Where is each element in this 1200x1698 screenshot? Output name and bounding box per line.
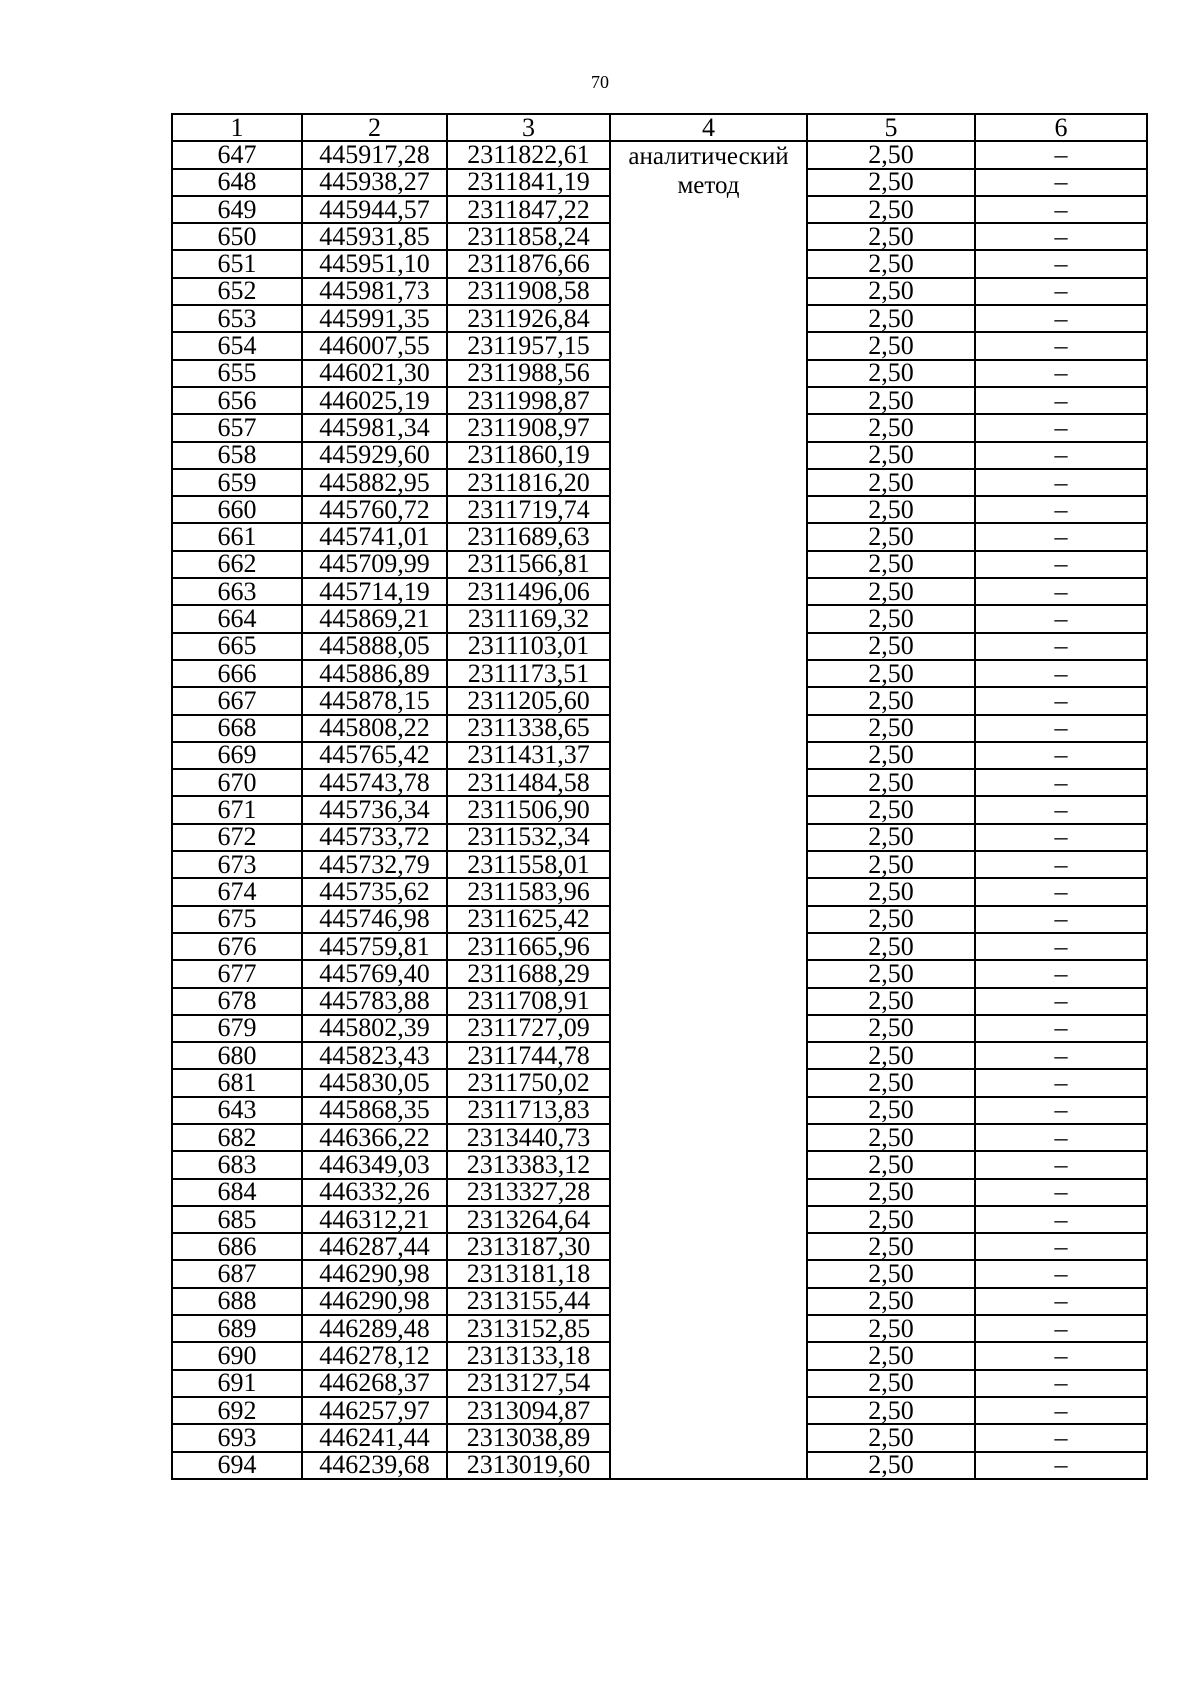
y-coordinate-cell: 2311841,19 xyxy=(447,169,610,196)
y-coordinate-cell: 2311625,42 xyxy=(447,906,610,933)
note-cell: – xyxy=(975,523,1147,550)
x-coordinate-cell: 446025,19 xyxy=(302,387,447,414)
accuracy-cell: 2,50 xyxy=(807,1424,975,1451)
point-number-cell: 655 xyxy=(172,360,302,387)
x-coordinate-cell: 445878,15 xyxy=(302,687,447,714)
point-number-cell: 653 xyxy=(172,305,302,332)
accuracy-cell: 2,50 xyxy=(807,1069,975,1096)
accuracy-cell: 2,50 xyxy=(807,633,975,660)
y-coordinate-cell: 2311169,32 xyxy=(447,605,610,632)
table-row xyxy=(172,141,1147,168)
x-coordinate-cell: 445951,10 xyxy=(302,250,447,277)
point-number-cell: 678 xyxy=(172,988,302,1015)
y-coordinate-cell: 2313155,44 xyxy=(447,1288,610,1315)
y-coordinate-cell: 2311566,81 xyxy=(447,551,610,578)
x-coordinate-cell: 445882,95 xyxy=(302,469,447,496)
accuracy-cell: 2,50 xyxy=(807,1124,975,1151)
point-number-cell: 648 xyxy=(172,169,302,196)
x-coordinate-cell: 446007,55 xyxy=(302,332,447,359)
y-coordinate-cell: 2311822,61 xyxy=(447,141,610,168)
accuracy-cell: 2,50 xyxy=(807,933,975,960)
accuracy-cell: 2,50 xyxy=(807,1452,975,1479)
point-number-cell: 652 xyxy=(172,278,302,305)
point-number-cell: 662 xyxy=(172,551,302,578)
x-coordinate-cell: 446290,98 xyxy=(302,1260,447,1287)
note-cell: – xyxy=(975,960,1147,987)
point-number-cell: 675 xyxy=(172,906,302,933)
y-coordinate-cell: 2311496,06 xyxy=(447,578,610,605)
point-number-cell: 691 xyxy=(172,1370,302,1397)
x-coordinate-cell: 445736,34 xyxy=(302,796,447,823)
note-cell: – xyxy=(975,578,1147,605)
y-coordinate-cell: 2311713,83 xyxy=(447,1097,610,1124)
accuracy-cell: 2,50 xyxy=(807,223,975,250)
accuracy-cell: 2,50 xyxy=(807,1015,975,1042)
note-cell: – xyxy=(975,742,1147,769)
y-coordinate-cell: 2311583,96 xyxy=(447,878,610,905)
y-coordinate-cell: 2313038,89 xyxy=(447,1424,610,1451)
x-coordinate-cell: 445802,39 xyxy=(302,1015,447,1042)
x-coordinate-cell: 445759,81 xyxy=(302,933,447,960)
note-cell: – xyxy=(975,141,1147,168)
x-coordinate-cell: 445823,43 xyxy=(302,1042,447,1069)
accuracy-cell: 2,50 xyxy=(807,414,975,441)
accuracy-cell: 2,50 xyxy=(807,469,975,496)
accuracy-cell: 2,50 xyxy=(807,660,975,687)
header-cell: 5 xyxy=(807,114,975,141)
note-cell: – xyxy=(975,332,1147,359)
y-coordinate-cell: 2311876,66 xyxy=(447,250,610,277)
note-cell: – xyxy=(975,660,1147,687)
point-number-cell: 663 xyxy=(172,578,302,605)
note-cell: – xyxy=(975,414,1147,441)
point-number-cell: 664 xyxy=(172,605,302,632)
point-number-cell: 667 xyxy=(172,687,302,714)
note-cell: – xyxy=(975,824,1147,851)
point-number-cell: 666 xyxy=(172,660,302,687)
accuracy-cell: 2,50 xyxy=(807,1342,975,1369)
point-number-cell: 651 xyxy=(172,250,302,277)
note-cell: – xyxy=(975,1452,1147,1479)
y-coordinate-cell: 2311908,58 xyxy=(447,278,610,305)
point-number-cell: 684 xyxy=(172,1179,302,1206)
accuracy-cell: 2,50 xyxy=(807,1151,975,1178)
y-coordinate-cell: 2311708,91 xyxy=(447,988,610,1015)
x-coordinate-cell: 445888,05 xyxy=(302,633,447,660)
x-coordinate-cell: 445868,35 xyxy=(302,1097,447,1124)
note-cell: – xyxy=(975,278,1147,305)
x-coordinate-cell: 445783,88 xyxy=(302,988,447,1015)
x-coordinate-cell: 445931,85 xyxy=(302,223,447,250)
x-coordinate-cell: 446332,26 xyxy=(302,1179,447,1206)
note-cell: – xyxy=(975,1179,1147,1206)
y-coordinate-cell: 2311860,19 xyxy=(447,442,610,469)
x-coordinate-cell: 445981,34 xyxy=(302,414,447,441)
x-coordinate-cell: 445808,22 xyxy=(302,715,447,742)
header-cell: 4 xyxy=(610,114,807,141)
x-coordinate-cell: 446290,98 xyxy=(302,1288,447,1315)
y-coordinate-cell: 2311103,01 xyxy=(447,633,610,660)
y-coordinate-cell: 2313019,60 xyxy=(447,1452,610,1479)
x-coordinate-cell: 445760,72 xyxy=(302,496,447,523)
note-cell: – xyxy=(975,988,1147,1015)
point-number-cell: 649 xyxy=(172,196,302,223)
note-cell: – xyxy=(975,687,1147,714)
y-coordinate-cell: 2311988,56 xyxy=(447,360,610,387)
point-number-cell: 680 xyxy=(172,1042,302,1069)
accuracy-cell: 2,50 xyxy=(807,1397,975,1424)
note-cell: – xyxy=(975,1015,1147,1042)
note-cell: – xyxy=(975,1288,1147,1315)
coordinates-table xyxy=(171,113,1148,1480)
point-number-cell: 658 xyxy=(172,442,302,469)
point-number-cell: 689 xyxy=(172,1315,302,1342)
note-cell: – xyxy=(975,196,1147,223)
x-coordinate-cell: 446289,48 xyxy=(302,1315,447,1342)
point-number-cell: 650 xyxy=(172,223,302,250)
accuracy-cell: 2,50 xyxy=(807,960,975,987)
y-coordinate-cell: 2311816,20 xyxy=(447,469,610,496)
accuracy-cell: 2,50 xyxy=(807,305,975,332)
point-number-cell: 683 xyxy=(172,1151,302,1178)
x-coordinate-cell: 445917,28 xyxy=(302,141,447,168)
point-number-cell: 671 xyxy=(172,796,302,823)
accuracy-cell: 2,50 xyxy=(807,578,975,605)
y-coordinate-cell: 2311484,58 xyxy=(447,769,610,796)
accuracy-cell: 2,50 xyxy=(807,796,975,823)
note-cell: – xyxy=(975,851,1147,878)
accuracy-cell: 2,50 xyxy=(807,988,975,1015)
note-cell: – xyxy=(975,1397,1147,1424)
x-coordinate-cell: 445733,72 xyxy=(302,824,447,851)
point-number-cell: 685 xyxy=(172,1206,302,1233)
accuracy-cell: 2,50 xyxy=(807,1315,975,1342)
note-cell: – xyxy=(975,1206,1147,1233)
point-number-cell: 672 xyxy=(172,824,302,851)
note-cell: – xyxy=(975,1315,1147,1342)
y-coordinate-cell: 2311205,60 xyxy=(447,687,610,714)
accuracy-cell: 2,50 xyxy=(807,1233,975,1260)
accuracy-cell: 2,50 xyxy=(807,360,975,387)
accuracy-cell: 2,50 xyxy=(807,169,975,196)
note-cell: – xyxy=(975,1260,1147,1287)
accuracy-cell: 2,50 xyxy=(807,196,975,223)
accuracy-cell: 2,50 xyxy=(807,906,975,933)
header-cell: 6 xyxy=(975,114,1147,141)
note-cell: – xyxy=(975,1151,1147,1178)
y-coordinate-cell: 2311926,84 xyxy=(447,305,610,332)
note-cell: – xyxy=(975,715,1147,742)
accuracy-cell: 2,50 xyxy=(807,1260,975,1287)
point-number-cell: 694 xyxy=(172,1452,302,1479)
y-coordinate-cell: 2313181,18 xyxy=(447,1260,610,1287)
table-body xyxy=(172,141,1147,1479)
accuracy-cell: 2,50 xyxy=(807,523,975,550)
y-coordinate-cell: 2311338,65 xyxy=(447,715,610,742)
point-number-cell: 674 xyxy=(172,878,302,905)
x-coordinate-cell: 445741,01 xyxy=(302,523,447,550)
x-coordinate-cell: 446278,12 xyxy=(302,1342,447,1369)
note-cell: – xyxy=(975,1124,1147,1151)
x-coordinate-cell: 445743,78 xyxy=(302,769,447,796)
accuracy-cell: 2,50 xyxy=(807,1097,975,1124)
x-coordinate-cell: 445886,89 xyxy=(302,660,447,687)
note-cell: – xyxy=(975,605,1147,632)
accuracy-cell: 2,50 xyxy=(807,250,975,277)
y-coordinate-cell: 2313127,54 xyxy=(447,1370,610,1397)
x-coordinate-cell: 445714,19 xyxy=(302,578,447,605)
note-cell: – xyxy=(975,169,1147,196)
accuracy-cell: 2,50 xyxy=(807,141,975,168)
accuracy-cell: 2,50 xyxy=(807,1042,975,1069)
y-coordinate-cell: 2313187,30 xyxy=(447,1233,610,1260)
accuracy-cell: 2,50 xyxy=(807,715,975,742)
x-coordinate-cell: 446239,68 xyxy=(302,1452,447,1479)
y-coordinate-cell: 2313152,85 xyxy=(447,1315,610,1342)
note-cell: – xyxy=(975,769,1147,796)
accuracy-cell: 2,50 xyxy=(807,1206,975,1233)
note-cell: – xyxy=(975,387,1147,414)
y-coordinate-cell: 2311858,24 xyxy=(447,223,610,250)
point-number-cell: 682 xyxy=(172,1124,302,1151)
y-coordinate-cell: 2311431,37 xyxy=(447,742,610,769)
header-cell: 2 xyxy=(302,114,447,141)
y-coordinate-cell: 2311665,96 xyxy=(447,933,610,960)
x-coordinate-cell: 445732,79 xyxy=(302,851,447,878)
point-number-cell: 665 xyxy=(172,633,302,660)
accuracy-cell: 2,50 xyxy=(807,1370,975,1397)
point-number-cell: 673 xyxy=(172,851,302,878)
y-coordinate-cell: 2311558,01 xyxy=(447,851,610,878)
y-coordinate-cell: 2311173,51 xyxy=(447,660,610,687)
note-cell: – xyxy=(975,1370,1147,1397)
note-cell: – xyxy=(975,250,1147,277)
y-coordinate-cell: 2311689,63 xyxy=(447,523,610,550)
x-coordinate-cell: 445869,21 xyxy=(302,605,447,632)
point-number-cell: 690 xyxy=(172,1342,302,1369)
x-coordinate-cell: 445765,42 xyxy=(302,742,447,769)
accuracy-cell: 2,50 xyxy=(807,742,975,769)
x-coordinate-cell: 446312,21 xyxy=(302,1206,447,1233)
accuracy-cell: 2,50 xyxy=(807,824,975,851)
point-number-cell: 670 xyxy=(172,769,302,796)
x-coordinate-cell: 445929,60 xyxy=(302,442,447,469)
y-coordinate-cell: 2311719,74 xyxy=(447,496,610,523)
accuracy-cell: 2,50 xyxy=(807,769,975,796)
note-cell: – xyxy=(975,878,1147,905)
accuracy-cell: 2,50 xyxy=(807,496,975,523)
accuracy-cell: 2,50 xyxy=(807,278,975,305)
x-coordinate-cell: 446021,30 xyxy=(302,360,447,387)
note-cell: – xyxy=(975,933,1147,960)
point-number-cell: 693 xyxy=(172,1424,302,1451)
x-coordinate-cell: 445938,27 xyxy=(302,169,447,196)
accuracy-cell: 2,50 xyxy=(807,442,975,469)
x-coordinate-cell: 446268,37 xyxy=(302,1370,447,1397)
note-cell: – xyxy=(975,906,1147,933)
accuracy-cell: 2,50 xyxy=(807,878,975,905)
y-coordinate-cell: 2313094,87 xyxy=(447,1397,610,1424)
note-cell: – xyxy=(975,1233,1147,1260)
point-number-cell: 647 xyxy=(172,141,302,168)
x-coordinate-cell: 445769,40 xyxy=(302,960,447,987)
note-cell: – xyxy=(975,1042,1147,1069)
header-row xyxy=(172,114,1147,141)
header-cell: 3 xyxy=(447,114,610,141)
point-number-cell: 659 xyxy=(172,469,302,496)
accuracy-cell: 2,50 xyxy=(807,332,975,359)
accuracy-cell: 2,50 xyxy=(807,687,975,714)
note-cell: – xyxy=(975,551,1147,578)
y-coordinate-cell: 2311532,34 xyxy=(447,824,610,851)
point-number-cell: 677 xyxy=(172,960,302,987)
point-number-cell: 681 xyxy=(172,1069,302,1096)
point-number-cell: 657 xyxy=(172,414,302,441)
note-cell: – xyxy=(975,1424,1147,1451)
point-number-cell: 660 xyxy=(172,496,302,523)
y-coordinate-cell: 2313383,12 xyxy=(447,1151,610,1178)
y-coordinate-cell: 2313440,73 xyxy=(447,1124,610,1151)
note-cell: – xyxy=(975,360,1147,387)
accuracy-cell: 2,50 xyxy=(807,605,975,632)
note-cell: – xyxy=(975,442,1147,469)
x-coordinate-cell: 445981,73 xyxy=(302,278,447,305)
y-coordinate-cell: 2311727,09 xyxy=(447,1015,610,1042)
point-number-cell: 661 xyxy=(172,523,302,550)
y-coordinate-cell: 2311750,02 xyxy=(447,1069,610,1096)
point-number-cell: 687 xyxy=(172,1260,302,1287)
point-number-cell: 688 xyxy=(172,1288,302,1315)
y-coordinate-cell: 2311957,15 xyxy=(447,332,610,359)
note-cell: – xyxy=(975,469,1147,496)
header-cell: 1 xyxy=(172,114,302,141)
point-number-cell: 668 xyxy=(172,715,302,742)
y-coordinate-cell: 2311908,97 xyxy=(447,414,610,441)
x-coordinate-cell: 445746,98 xyxy=(302,906,447,933)
accuracy-cell: 2,50 xyxy=(807,1179,975,1206)
x-coordinate-cell: 446241,44 xyxy=(302,1424,447,1451)
note-cell: – xyxy=(975,305,1147,332)
x-coordinate-cell: 446257,97 xyxy=(302,1397,447,1424)
point-number-cell: 679 xyxy=(172,1015,302,1042)
x-coordinate-cell: 446287,44 xyxy=(302,1233,447,1260)
note-cell: – xyxy=(975,1342,1147,1369)
accuracy-cell: 2,50 xyxy=(807,551,975,578)
point-number-cell: 676 xyxy=(172,933,302,960)
accuracy-cell: 2,50 xyxy=(807,851,975,878)
note-cell: – xyxy=(975,1069,1147,1096)
note-cell: – xyxy=(975,1097,1147,1124)
y-coordinate-cell: 2311744,78 xyxy=(447,1042,610,1069)
accuracy-cell: 2,50 xyxy=(807,1288,975,1315)
point-number-cell: 669 xyxy=(172,742,302,769)
note-cell: – xyxy=(975,633,1147,660)
note-cell: – xyxy=(975,796,1147,823)
point-number-cell: 654 xyxy=(172,332,302,359)
y-coordinate-cell: 2313327,28 xyxy=(447,1179,610,1206)
accuracy-cell: 2,50 xyxy=(807,387,975,414)
page-number: 70 xyxy=(591,72,609,92)
x-coordinate-cell: 446349,03 xyxy=(302,1151,447,1178)
x-coordinate-cell: 445735,62 xyxy=(302,878,447,905)
y-coordinate-cell: 2313133,18 xyxy=(447,1342,610,1369)
y-coordinate-cell: 2311998,87 xyxy=(447,387,610,414)
y-coordinate-cell: 2311688,29 xyxy=(447,960,610,987)
x-coordinate-cell: 445991,35 xyxy=(302,305,447,332)
point-number-cell: 692 xyxy=(172,1397,302,1424)
point-number-cell: 656 xyxy=(172,387,302,414)
y-coordinate-cell: 2311506,90 xyxy=(447,796,610,823)
y-coordinate-cell: 2313264,64 xyxy=(447,1206,610,1233)
x-coordinate-cell: 446366,22 xyxy=(302,1124,447,1151)
method-cell: аналитический метод xyxy=(610,141,807,1479)
x-coordinate-cell: 445944,57 xyxy=(302,196,447,223)
point-number-cell: 686 xyxy=(172,1233,302,1260)
note-cell: – xyxy=(975,223,1147,250)
note-cell: – xyxy=(975,496,1147,523)
x-coordinate-cell: 445709,99 xyxy=(302,551,447,578)
x-coordinate-cell: 445830,05 xyxy=(302,1069,447,1096)
point-number-cell: 643 xyxy=(172,1097,302,1124)
y-coordinate-cell: 2311847,22 xyxy=(447,196,610,223)
